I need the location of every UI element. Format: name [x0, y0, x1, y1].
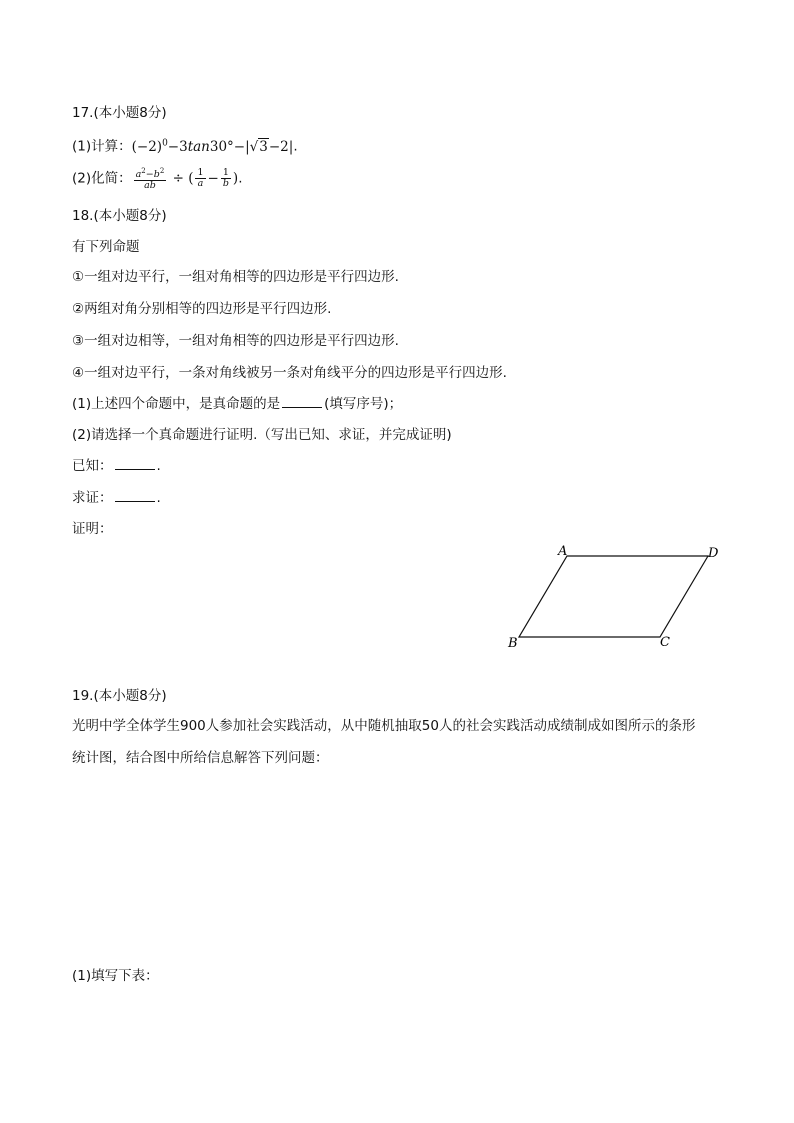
q18-prove — [72, 489, 161, 507]
q17-part1-period: . — [293, 138, 298, 155]
prove-blank[interactable] — [115, 489, 155, 502]
q17-fraction-main: $\frac{a^2-b^2}{ab}$ — [135, 167, 165, 192]
q18-prop-2: ②两组对角分别相等的四边形是平行四边形. — [72, 301, 332, 317]
q17-fraction-1a: $\frac{1}{a}$ — [197, 167, 204, 190]
answer-blank[interactable] — [282, 395, 322, 408]
vertex-label-c: C — [660, 635, 670, 650]
q18-header: 18.(本小题8分) — [72, 208, 167, 224]
q18-known-label: 已知： — [72, 458, 113, 474]
q17-part1 — [72, 134, 298, 156]
known-blank[interactable] — [115, 457, 155, 470]
q18-part2: (2)请选择一个真命题进行证明.（写出已知、求证，并完成证明) — [72, 427, 452, 443]
q18-known — [72, 457, 161, 475]
q18-part1-pre: (1)上述四个命题中，是真命题的是 — [72, 396, 281, 412]
q18-prove-label: 求证： — [72, 490, 113, 506]
q17-part2: (2)化简： $\frac{a^2-b^2}{ab}$ ÷ ( $\frac{1}{a}$ − $\frac{1}{b}$ ). — [72, 167, 243, 192]
q18-prove-period: . — [156, 490, 161, 506]
q18-prop-3: ③一组对边相等，一组对角相等的四边形是平行四边形. — [72, 333, 399, 349]
vertex-label-d: D — [708, 546, 719, 561]
q19-header: 19.(本小题8分) — [72, 688, 167, 704]
q18-part1 — [72, 395, 402, 413]
q19-text-1: 光明中学全体学生900人参加社会实践活动，从中随机抽取50人的社会实践活动成绩制成如图所示的条形 — [72, 718, 696, 734]
parallelogram-shape — [519, 556, 708, 637]
vertex-label-b: B — [508, 636, 518, 651]
q18-proof-label: 证明： — [72, 521, 113, 537]
q17-header: 17.(本小题8分) — [72, 105, 167, 121]
q17-fraction-1b: $\frac{1}{b}$ — [222, 167, 229, 190]
q19-part1: (1)填写下表： — [72, 968, 159, 984]
q17-part1-expression: $(-2)^0-3\tan 30^\circ-|√3-2|$ — [131, 138, 294, 155]
q19-text-2: 统计图，结合图中所给信息解答下列问题： — [72, 750, 329, 766]
q18-part1-post: (填写序号)； — [324, 396, 403, 412]
q18-known-period: . — [156, 458, 161, 474]
q18-prop-1: ①一组对边平行，一组对角相等的四边形是平行四边形. — [72, 269, 399, 285]
q17-part2-label: (2)化简： — [72, 170, 132, 187]
q18-prop-4: ④一组对边平行，一条对角线被另一条对角线平分的四边形是平行四边形. — [72, 365, 507, 381]
q17-part2-period: . — [238, 170, 243, 187]
q18-intro: 有下列命题 — [72, 239, 140, 255]
vertex-label-a: A — [558, 544, 568, 559]
q17-part1-label: (1)计算： — [72, 138, 132, 155]
parallelogram-figure — [500, 540, 730, 655]
